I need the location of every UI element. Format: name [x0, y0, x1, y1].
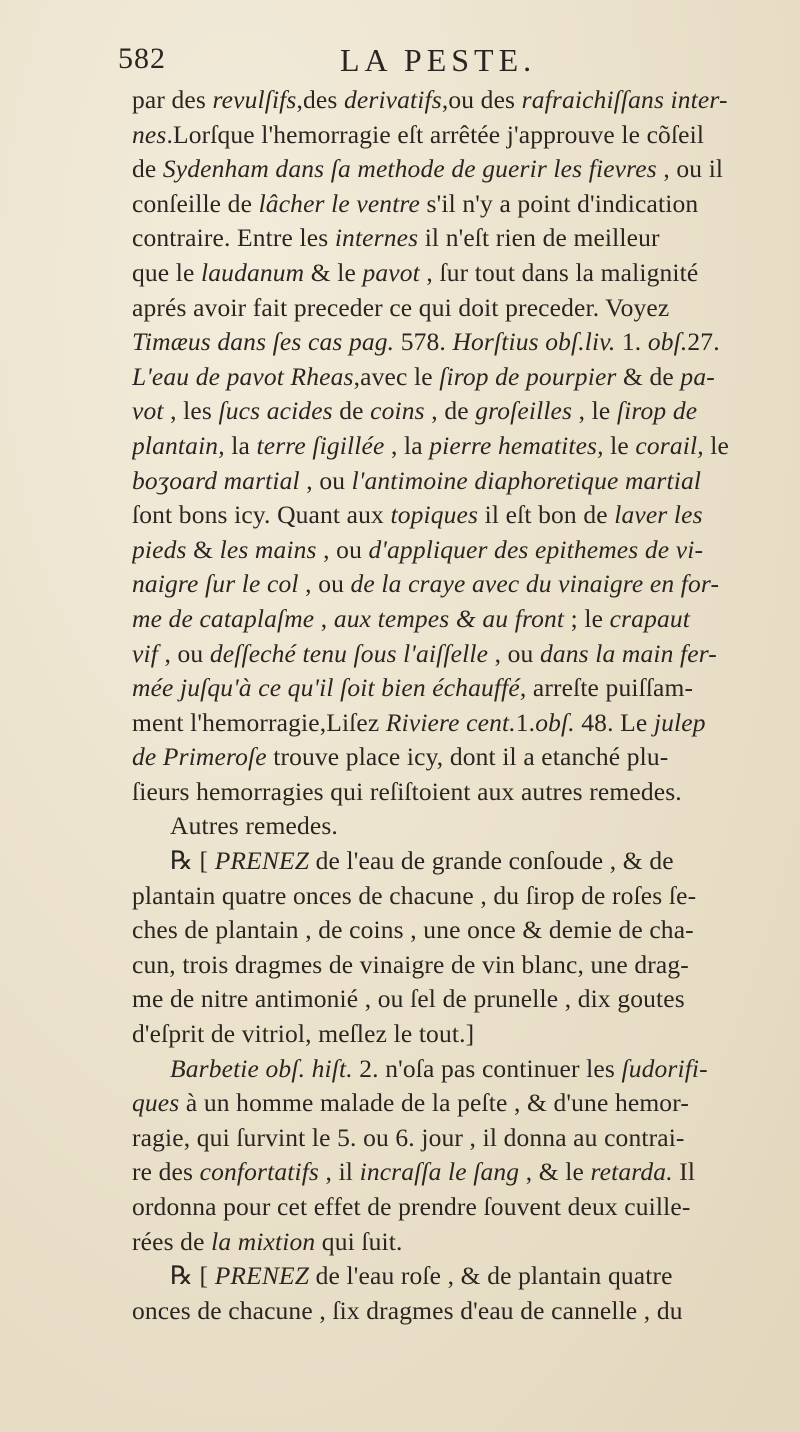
text-run: le [703, 430, 729, 460]
text-line [132, 948, 792, 983]
page-number: 582 [118, 42, 166, 75]
text-line [132, 1259, 792, 1294]
text-run: ment l'hemorragie,Liſez [132, 707, 386, 737]
text-run: aprés avoir fait preceder ce qui doit preceder. Voyez [132, 292, 670, 322]
text-line [132, 637, 792, 672]
text-run: de [332, 396, 371, 426]
italic-run: vif [132, 638, 158, 668]
text-run: & le [304, 257, 363, 287]
italic-run: de Primeroſe [132, 742, 267, 772]
text-run: Il [672, 1157, 696, 1187]
text-run: , & le [519, 1157, 591, 1187]
text-run: , ou [316, 534, 369, 564]
italic-run: aux tempes & au front [333, 603, 565, 633]
italic-run: topiques [390, 500, 479, 530]
italic-run: retarda. [590, 1157, 673, 1187]
italic-run: Barbetie obſ. hiſt. [170, 1053, 353, 1083]
italic-run: L'eau de pavot Rheas [132, 361, 354, 391]
italic-run: derivatifs [344, 85, 442, 114]
page-header [0, 42, 800, 88]
italic-run: corail, [635, 430, 704, 460]
text-line [132, 1294, 792, 1329]
text-line [132, 394, 792, 429]
text-run: , de [424, 396, 476, 426]
text-run: , ou [157, 638, 210, 668]
text-run: , il [319, 1157, 360, 1187]
italic-run: d'appliquer des epithemes de vi- [368, 534, 704, 564]
text-run: 48. Le [574, 707, 654, 737]
italic-run: me de cataplaſme [132, 603, 315, 633]
italic-run: nes [132, 119, 167, 149]
italic-run: ſirop de pourpier [439, 361, 617, 391]
italic-run: Timæus dans ſes cas pag. [132, 327, 395, 357]
text-run: s'il n'y a point d'indication [420, 188, 699, 218]
text-line [132, 567, 792, 602]
italic-run: laver les [614, 500, 703, 530]
italic-run: incraſſa le ſang [359, 1157, 520, 1187]
text-run: de [132, 154, 163, 184]
italic-run: obſ. [535, 707, 575, 737]
text-run: il eſt bon de [478, 500, 615, 530]
text-run: re des [132, 1157, 200, 1187]
text-run: il n'eſt rien de meilleur [418, 223, 660, 253]
text-line [132, 809, 792, 844]
text-line [132, 879, 792, 914]
text-run: ſieurs hemorragies qui reſiſtoient aux autres remedes. [132, 776, 682, 806]
text-run: , la [384, 430, 430, 460]
text-run: Autres remedes. [170, 811, 338, 841]
text-line [132, 360, 792, 395]
text-line [132, 1121, 792, 1156]
italic-run: ſudorifi- [621, 1053, 708, 1083]
italic-run: ques [132, 1088, 180, 1118]
text-line [132, 775, 792, 810]
text-run: de l'eau roſe , & de plantain quatre [309, 1261, 673, 1291]
italic-run: plantain, [132, 430, 225, 460]
text-run: par des [132, 85, 213, 114]
text-line [132, 152, 792, 187]
italic-run: naigre ſur le col [132, 569, 299, 599]
text-line [132, 982, 792, 1017]
italic-run: PRENEZ [214, 846, 310, 876]
text-line [132, 740, 792, 775]
text-line [132, 498, 792, 533]
text-run: d'eſprit de vitriol, meſlez le tout.] [132, 1019, 475, 1049]
text-run: 578. [394, 327, 453, 357]
italic-run: pierre hematites, [429, 430, 604, 460]
text-run: contraire. Entre les [132, 223, 335, 253]
italic-run: PRENEZ [214, 1261, 310, 1291]
italic-run: l'antimoine diaphoretique martial [351, 465, 702, 495]
running-head: LA PESTE. [340, 42, 537, 78]
text-line [132, 83, 792, 118]
italic-run: Riviere cent. [385, 707, 516, 737]
text-run: la [224, 430, 257, 460]
italic-run: crapaut [609, 603, 691, 633]
text-line [132, 844, 792, 879]
text-run: rées de [132, 1226, 212, 1256]
text-run: qui ſuit. [315, 1226, 403, 1256]
text-line [132, 1052, 792, 1087]
text-run: 1. [515, 707, 536, 737]
text-run: ℞ [ [170, 846, 215, 876]
text-line [132, 187, 792, 222]
text-run: .Lorſque l'hemorragie eſt arrêtée j'approuve le cõſeil [166, 119, 705, 149]
text-line [132, 913, 792, 948]
text-run: le [603, 430, 636, 460]
text-run: , ou il [656, 154, 724, 184]
text-run: conſeille de [132, 188, 259, 218]
text-run: ,avec le [353, 361, 440, 391]
italic-run: dans la main fer- [539, 638, 717, 668]
text-run: ,ou des [441, 85, 522, 114]
italic-run: lâcher le ventre [258, 188, 421, 218]
text-line [132, 671, 792, 706]
text-run: , [314, 603, 334, 633]
text-run: & de [616, 361, 681, 391]
text-run: & [186, 534, 220, 564]
italic-run: confortatifs [199, 1157, 319, 1187]
italic-run: coins [370, 396, 425, 426]
italic-run: la mixtion [211, 1226, 316, 1256]
text-line [132, 1225, 792, 1260]
italic-run: mée juſqu'à ce qu'il ſoit bien échauffé, [132, 673, 527, 703]
text-line [132, 1155, 792, 1190]
text-run: ℞ [ [170, 1261, 215, 1291]
italic-run: terre ſigillée [256, 430, 385, 460]
text-run: ; le [564, 603, 610, 633]
italic-run: groſeilles [475, 396, 573, 426]
text-line [132, 464, 792, 499]
text-run: ſont bons icy. Quant aux [132, 500, 391, 530]
text-run: arreſte puiſſam- [526, 673, 694, 703]
text-line [132, 1190, 792, 1225]
italic-run: Horſtius obſ.liv. [452, 327, 616, 357]
italic-run: boʒoard martial [132, 465, 300, 495]
text-run: ches de plantain , de coins , une once & demie de cha- [132, 915, 694, 945]
body-text [132, 83, 792, 1328]
text-run: ,des [296, 85, 344, 114]
text-line [132, 602, 792, 637]
italic-run: pavot [362, 257, 420, 287]
italic-run: obſ. [647, 327, 688, 357]
italic-run: de la craye avec du vinaigre en for- [350, 569, 720, 599]
text-line [132, 291, 792, 326]
text-run: de l'eau de grande conſoude , & de [309, 846, 674, 876]
text-run: , ſur tout dans la malignité [419, 257, 699, 287]
text-run: 1. [615, 327, 648, 357]
italic-run: pieds [132, 534, 187, 564]
text-line [132, 1086, 792, 1121]
text-line [132, 256, 792, 291]
text-run: que le [132, 257, 202, 287]
italic-run: ſirop de [616, 396, 698, 426]
text-run: , ou [488, 638, 540, 668]
text-run: 2. n'oſa pas continuer les [352, 1053, 622, 1083]
text-run: ragie, qui ſurvint le 5. ou 6. jour , il donna au contrai- [132, 1122, 685, 1152]
text-line [132, 429, 792, 464]
italic-run: Sydenham dans ſa methode de guerir les fievres [162, 154, 657, 184]
text-run: à un homme malade de la peſte , & d'une hemor- [179, 1088, 689, 1118]
italic-run: les mains [219, 534, 317, 564]
text-run: , ou [299, 465, 352, 495]
text-line [132, 533, 792, 568]
italic-run: revulſifs [212, 85, 297, 114]
text-run: ordonna pour cet effet de prendre ſouvent deux cuille- [132, 1192, 691, 1221]
text-line [132, 706, 792, 741]
italic-run: pa- [680, 361, 715, 391]
text-line [132, 1017, 792, 1052]
italic-run: rafraichiſſans inter- [521, 85, 728, 114]
text-run: trouve place icy, dont il a etanché plu- [266, 742, 669, 772]
text-line [132, 221, 792, 256]
text-run: me de nitre antimonié , ou ſel de prunelle , dix goutes [132, 984, 685, 1014]
text-run: plantain quatre onces de chacune , du ſirop de roſes ſe- [132, 880, 697, 910]
text-run: , ou [298, 569, 351, 599]
text-run: , le [572, 396, 617, 426]
italic-run: ſucs acides [218, 396, 333, 426]
text-line [132, 325, 792, 360]
italic-run: laudanum [201, 257, 305, 287]
text-run: , les [163, 396, 219, 426]
text-run: onces de chacune , ſix dragmes d'eau de cannelle , du [132, 1295, 683, 1325]
text-line [132, 118, 792, 153]
italic-run: vot [132, 396, 164, 426]
text-run: 27. [687, 327, 720, 357]
text-run: cun, trois dragmes de vinaigre de vin blanc, une drag- [132, 949, 689, 979]
italic-run: julep [653, 707, 706, 737]
italic-run: internes [334, 223, 419, 253]
italic-run: deſſeché tenu ſous l'aiſſelle [209, 638, 489, 668]
